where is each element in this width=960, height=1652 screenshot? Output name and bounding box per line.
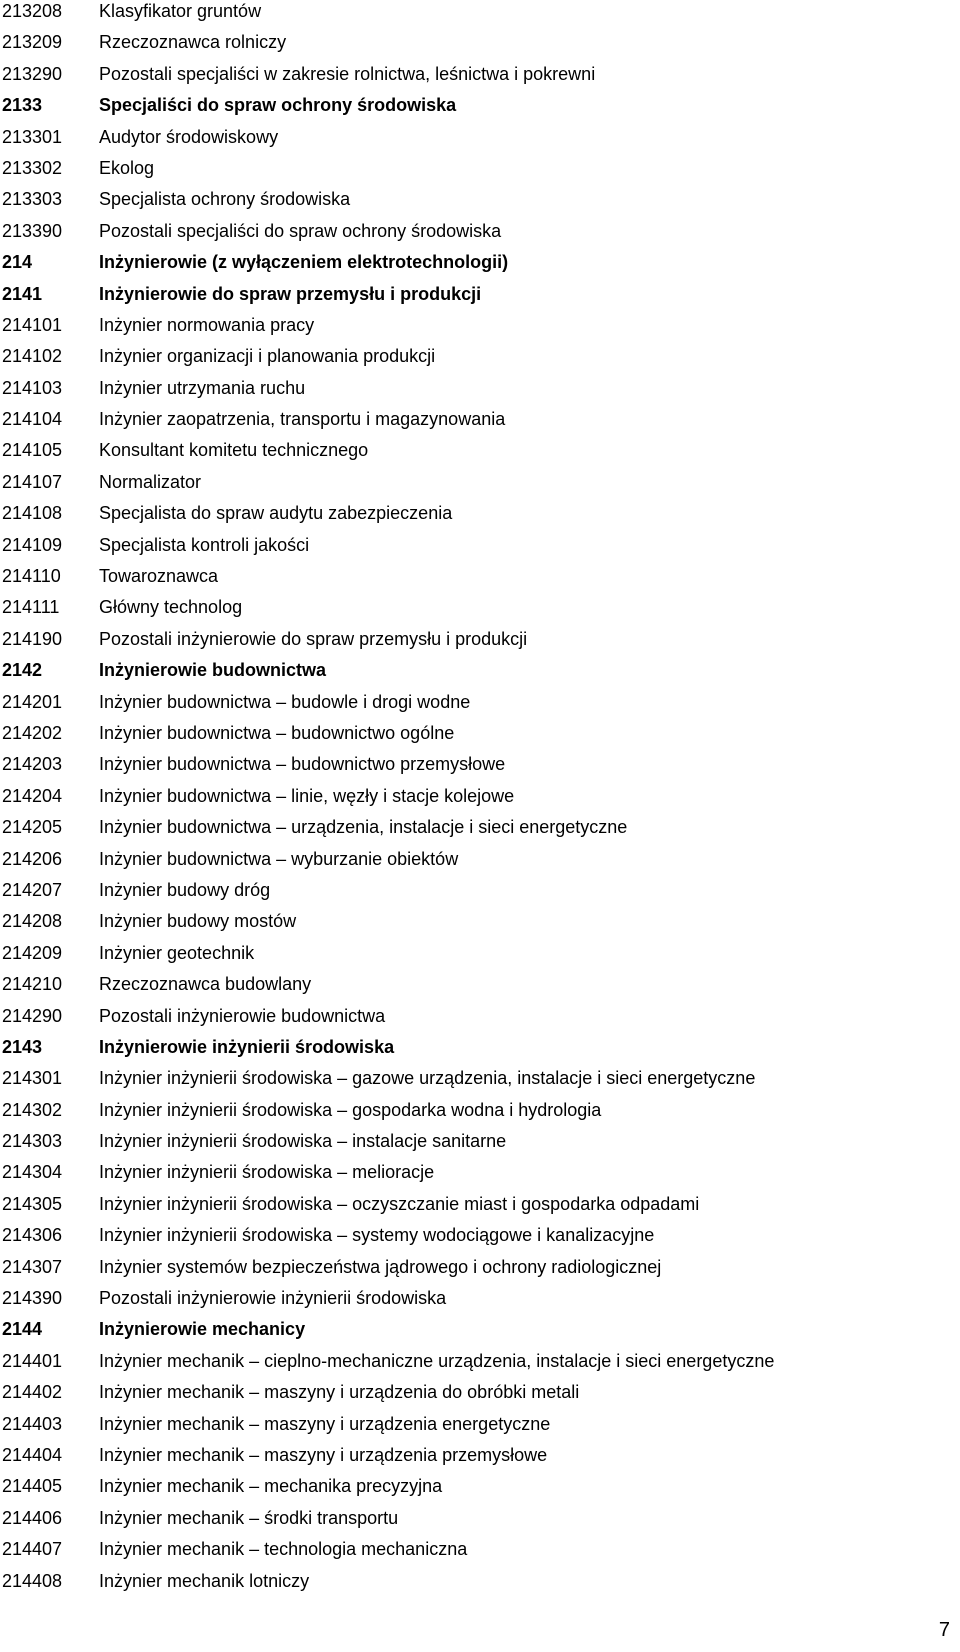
occupation-title: Inżynier mechanik – maszyny i urządzenia przemysłowe <box>99 1444 548 1465</box>
occupation-code: 214405 <box>2 1476 63 1497</box>
occupation-title: Rzeczoznawca budowlany <box>99 974 312 995</box>
occupation-row <box>2 408 952 439</box>
occupation-title: Towaroznawca <box>99 566 219 587</box>
occupation-code: 214107 <box>2 471 63 492</box>
group-heading-row <box>2 283 952 314</box>
occupation-row <box>2 1507 952 1538</box>
occupation-code: 213301 <box>2 126 63 147</box>
occupation-code: 214209 <box>2 942 63 963</box>
occupation-code: 214406 <box>2 1507 63 1528</box>
occupation-code: 214304 <box>2 1162 63 1183</box>
occupation-title: Konsultant komitetu technicznego <box>99 440 369 461</box>
occupation-code: 214301 <box>2 1068 63 1089</box>
occupation-code: 2133 <box>2 95 43 116</box>
occupation-title: Pozostali inżynierowie budownictwa <box>99 1005 386 1026</box>
occupation-code: 214307 <box>2 1256 63 1277</box>
occupation-code: 213209 <box>2 32 63 53</box>
occupation-title: Inżynier inżynierii środowiska – oczyszczanie miast i gospodarka odpadami <box>99 1193 700 1214</box>
occupation-code: 214190 <box>2 628 63 649</box>
occupation-row <box>2 1444 952 1475</box>
occupation-row <box>2 220 952 251</box>
occupation-code: 214101 <box>2 314 63 335</box>
occupation-title: Inżynier inżynierii środowiska – melioracje <box>99 1162 435 1183</box>
occupation-title: Inżynier utrzymania ruchu <box>99 377 306 398</box>
occupation-code: 214306 <box>2 1225 63 1246</box>
occupation-title: Inżynierowie inżynierii środowiska <box>99 1036 395 1057</box>
occupation-title: Inżynier inżynierii środowiska – instalacje sanitarne <box>99 1131 507 1152</box>
occupation-code: 214208 <box>2 911 63 932</box>
occupation-title: Inżynier mechanik – technologia mechaniczna <box>99 1539 468 1560</box>
occupation-title: Inżynier inżynierii środowiska – gospodarka wodna i hydrologia <box>99 1099 602 1120</box>
occupation-title: Pozostali specjaliści do spraw ochrony środowiska <box>99 220 502 241</box>
occupation-title: Specjaliści do spraw ochrony środowiska <box>99 95 457 116</box>
occupation-code: 213390 <box>2 220 63 241</box>
occupation-row <box>2 785 952 816</box>
occupation-code: 214303 <box>2 1131 63 1152</box>
occupation-row <box>2 534 952 565</box>
occupation-title: Inżynier budownictwa – budowle i drogi wodne <box>99 691 471 712</box>
occupation-title: Pozostali specjaliści w zakresie rolnictwa, leśnictwa i pokrewni <box>99 63 596 84</box>
occupation-code: 214205 <box>2 817 63 838</box>
occupation-title: Inżynier systemów bezpieczeństwa jądrowego i ochrony radiologicznej <box>99 1256 662 1277</box>
occupation-code: 214201 <box>2 691 63 712</box>
occupation-code: 213290 <box>2 63 63 84</box>
occupation-title: Audytor środowiskowy <box>99 126 279 147</box>
occupation-row <box>2 314 952 345</box>
group-heading-row <box>2 94 952 125</box>
occupation-row <box>2 1350 952 1381</box>
occupation-title: Inżynier organizacji i planowania produkcji <box>99 346 436 367</box>
group-heading-row <box>2 659 952 690</box>
occupation-title: Inżynier budownictwa – wyburzanie obiektów <box>99 848 459 869</box>
occupation-code: 214102 <box>2 346 63 367</box>
occupation-title: Inżynier mechanik – maszyny i urządzenia do obróbki metali <box>99 1382 580 1403</box>
occupation-row <box>2 1538 952 1569</box>
occupation-row <box>2 565 952 596</box>
classification-list <box>2 0 952 1601</box>
occupation-title: Inżynier zaopatrzenia, transportu i magazynowania <box>99 409 506 430</box>
occupation-code: 2142 <box>2 660 43 681</box>
occupation-row <box>2 1193 952 1224</box>
occupation-code: 214408 <box>2 1570 63 1591</box>
occupation-title: Inżynierowie mechanicy <box>99 1319 306 1340</box>
occupation-row <box>2 1475 952 1506</box>
occupation-title: Inżynier mechanik – maszyny i urządzenia energetyczne <box>99 1413 551 1434</box>
occupation-row <box>2 439 952 470</box>
occupation-row <box>2 879 952 910</box>
occupation-row <box>2 63 952 94</box>
page-number: 7 <box>938 1619 950 1641</box>
occupation-title: Inżynier budowy dróg <box>99 879 271 900</box>
occupation-code: 214108 <box>2 503 63 524</box>
occupation-title: Specjalista ochrony środowiska <box>99 189 351 210</box>
occupation-title: Inżynier geotechnik <box>99 942 255 963</box>
occupation-code: 214 <box>2 252 33 273</box>
occupation-row <box>2 1256 952 1287</box>
occupation-row <box>2 188 952 219</box>
occupation-title: Inżynier normowania pracy <box>99 314 315 335</box>
occupation-title: Inżynierowie (z wyłączeniem elektrotechnologii) <box>99 252 509 273</box>
occupation-row <box>2 942 952 973</box>
occupation-code: 2141 <box>2 283 43 304</box>
occupation-row <box>2 126 952 157</box>
occupation-row <box>2 1287 952 1318</box>
occupation-title: Inżynierowie budownictwa <box>99 660 327 681</box>
occupation-row <box>2 848 952 879</box>
occupation-title: Pozostali inżynierowie do spraw przemysłu i produkcji <box>99 628 528 649</box>
occupation-row <box>2 691 952 722</box>
occupation-code: 214210 <box>2 974 63 995</box>
occupation-row <box>2 377 952 408</box>
group-heading-row <box>2 1036 952 1067</box>
occupation-row <box>2 502 952 533</box>
occupation-code: 214105 <box>2 440 63 461</box>
occupation-code: 213302 <box>2 157 63 178</box>
occupation-code: 214202 <box>2 722 63 743</box>
occupation-code: 214207 <box>2 879 63 900</box>
occupation-title: Główny technolog <box>99 597 243 618</box>
occupation-title: Inżynier budowy mostów <box>99 911 297 932</box>
occupation-code: 214390 <box>2 1288 63 1309</box>
occupation-title: Inżynier mechanik – cieplno-mechaniczne urządzenia, instalacje i sieci energetyczne <box>99 1350 775 1371</box>
occupation-title: Rzeczoznawca rolniczy <box>99 32 287 53</box>
occupation-title: Inżynier mechanik lotniczy <box>99 1570 310 1591</box>
occupation-code: 214290 <box>2 1005 63 1026</box>
occupation-code: 214109 <box>2 534 63 555</box>
occupation-row <box>2 345 952 376</box>
occupation-code: 214204 <box>2 785 63 806</box>
occupation-code: 214402 <box>2 1382 63 1403</box>
occupation-row <box>2 1413 952 1444</box>
occupation-code: 214206 <box>2 848 63 869</box>
occupation-title: Specjalista kontroli jakości <box>99 534 310 555</box>
occupation-row <box>2 1130 952 1161</box>
occupation-title: Pozostali inżynierowie inżynierii środowiska <box>99 1288 447 1309</box>
occupation-row <box>2 31 952 62</box>
occupation-code: 2143 <box>2 1036 43 1057</box>
occupation-code: 214305 <box>2 1193 63 1214</box>
occupation-row <box>2 471 952 502</box>
occupation-row <box>2 973 952 1004</box>
occupation-row <box>2 1067 952 1098</box>
occupation-title: Inżynier budownictwa – budownictwo ogólne <box>99 722 455 743</box>
occupation-title: Normalizator <box>99 471 202 492</box>
occupation-title: Klasyfikator gruntów <box>99 1 262 21</box>
occupation-code: 213208 <box>2 1 63 21</box>
occupation-row <box>2 1099 952 1130</box>
occupation-title: Specjalista do spraw audytu zabezpieczenia <box>99 503 453 524</box>
occupation-title: Inżynier inżynierii środowiska – gazowe urządzenia, instalacje i sieci energetyczne <box>99 1068 756 1089</box>
occupation-code: 2144 <box>2 1319 43 1340</box>
occupation-title: Ekolog <box>99 157 155 178</box>
occupation-row <box>2 0 952 31</box>
occupation-row <box>2 1570 952 1601</box>
occupation-title: Inżynier mechanik – środki transportu <box>99 1507 399 1528</box>
occupation-row <box>2 816 952 847</box>
occupation-code: 214403 <box>2 1413 63 1434</box>
occupation-row <box>2 628 952 659</box>
occupation-title: Inżynier budownictwa – linie, węzły i stacje kolejowe <box>99 785 515 806</box>
occupation-row <box>2 753 952 784</box>
occupation-code: 214110 <box>2 566 61 587</box>
group-heading-row <box>2 251 952 282</box>
occupation-title: Inżynier mechanik – mechanika precyzyjna <box>99 1476 443 1497</box>
occupation-row <box>2 157 952 188</box>
occupation-code: 213303 <box>2 189 63 210</box>
occupation-title: Inżynier budownictwa – budownictwo przemysłowe <box>99 754 506 775</box>
occupation-row <box>2 1161 952 1192</box>
occupation-row <box>2 1224 952 1255</box>
group-heading-row <box>2 1318 952 1349</box>
occupation-row <box>2 910 952 941</box>
occupation-code: 214111 <box>2 597 60 618</box>
occupation-code: 214401 <box>2 1350 63 1371</box>
occupation-row <box>2 1005 952 1036</box>
occupation-code: 214104 <box>2 409 63 430</box>
occupation-row <box>2 722 952 753</box>
occupation-code: 214407 <box>2 1539 63 1560</box>
occupation-title: Inżynier inżynierii środowiska – systemy wodociągowe i kanalizacyjne <box>99 1225 655 1246</box>
occupation-code: 214203 <box>2 754 63 775</box>
occupation-row <box>2 596 952 627</box>
occupation-title: Inżynierowie do spraw przemysłu i produkcji <box>99 283 482 304</box>
occupation-code: 214103 <box>2 377 63 398</box>
occupation-title: Inżynier budownictwa – urządzenia, instalacje i sieci energetyczne <box>99 817 628 838</box>
occupation-row <box>2 1381 952 1412</box>
occupation-code: 214302 <box>2 1099 63 1120</box>
occupation-code: 214404 <box>2 1444 63 1465</box>
